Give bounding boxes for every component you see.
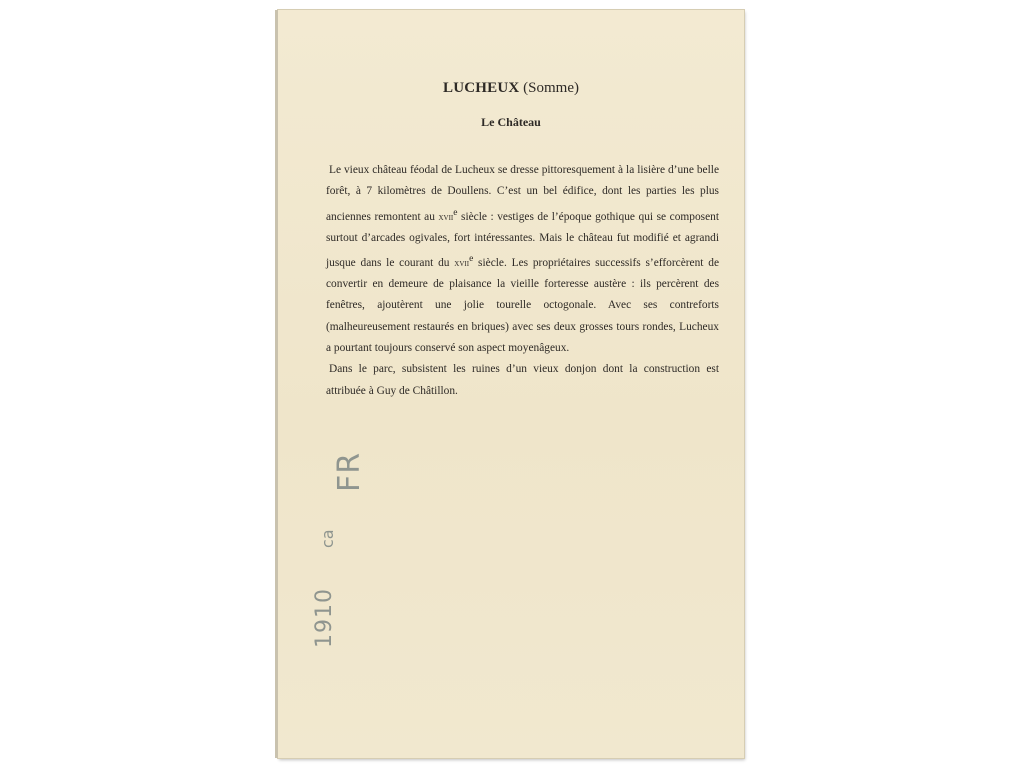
century-numeral-2: xvii: [454, 257, 470, 269]
pencil-note-year: 1910: [312, 588, 337, 648]
paragraph-1-part-1: Le vieux château féodal de Lucheux se dresse pittoresquement à la lisière d’une belle forêt, à 7 kilomètres de Doullens. C’est un bel édifice, dont les parties les plus anciennes remontent au: [326, 164, 719, 223]
pencil-note-country: FR: [332, 451, 367, 492]
page-title: [278, 80, 744, 97]
century-suffix-2: e: [469, 253, 474, 264]
paragraph-1-part-2: siècle : vestiges de l’époque gothique qui se composent surtout d’arcades ogivales, fort intéressantes. Mais le château fut modifié et agrandi jusque dans le courant du: [326, 210, 719, 269]
paragraph-2: Dans le parc, subsistent les ruines d’un vieux donjon dont la construction est attribuée à Guy de Châtillon.: [326, 363, 719, 397]
title-place: LUCHEUX: [443, 80, 520, 96]
paragraph-1: [326, 160, 719, 359]
pencil-note-circa: ca: [318, 529, 337, 548]
description-text: [326, 160, 719, 402]
subtitle: Le Château: [481, 115, 541, 129]
century-suffix-1: e: [453, 207, 458, 218]
paragraph-1-part-3: siècle. Les propriétaires successifs s’efforcèrent de convertir en demeure de plaisance la vieille forteresse austère : ils percèrent des fenêtres, ajoutèrent une jolie tourelle octogonale. Avec ses contreforts (malheureusement restaurés en briques) avec ses deux grosses tours rondes, Lucheux a pourtant toujours conservé son aspect moyenâgeux.: [326, 256, 719, 354]
title-region: (Somme): [523, 80, 579, 96]
century-numeral-1: xvii: [438, 211, 454, 223]
postcard: [278, 10, 744, 758]
